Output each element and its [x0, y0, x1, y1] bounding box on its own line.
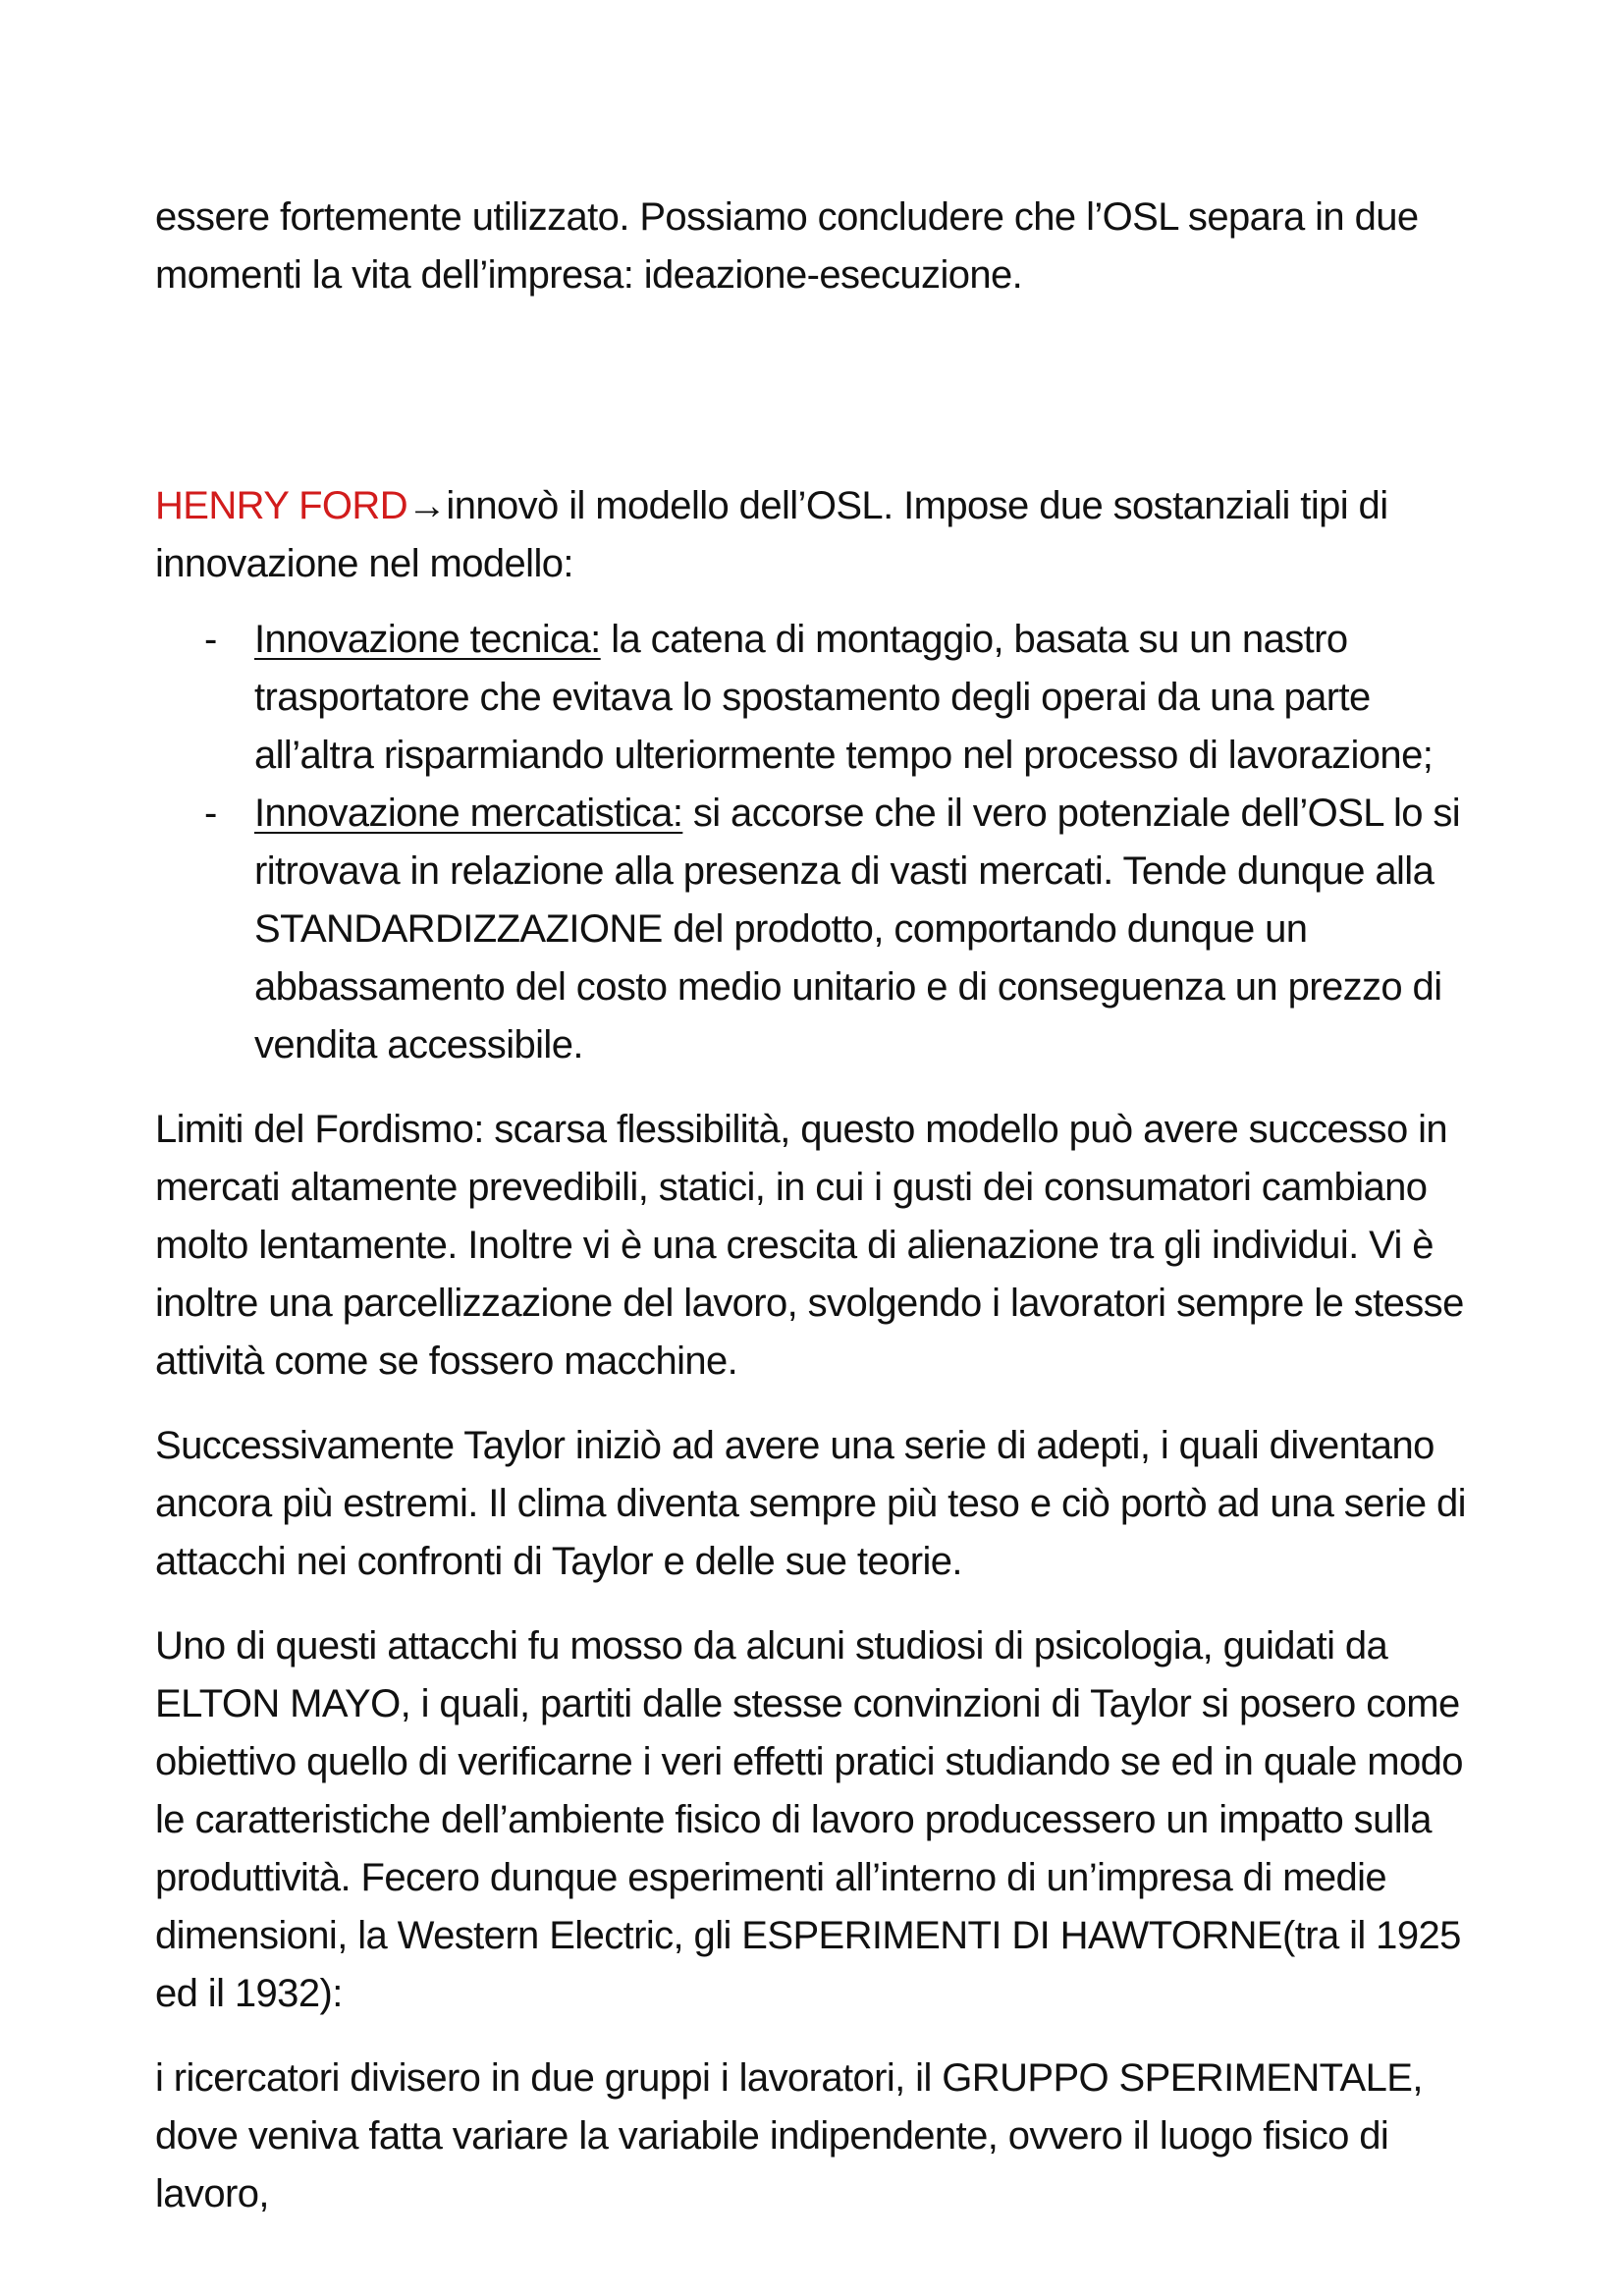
innovazione-mercatistica-label: Innovazione mercatistica:: [254, 792, 683, 835]
paragraph-limiti-fordismo: Limiti del Fordismo: scarsa flessibilità, questo modello può avere successo in mercati altamente prevedibili, statici, in cui i gusti dei consumatori cambiano molto lentamente. Inoltre vi è una crescita di alienazione tra gli individui. Vi è inoltre una parcellizzazione del lavoro, svolgendo i lavoratori sempre le stesse attività come se fossero macchine.: [155, 1108, 1464, 1383]
paragraph-taylor-adepti: Successivamente Taylor iniziò ad avere una serie di adepti, i quali diventano ancora più estremi. Il clima diventa sempre più teso e ciò portò ad una serie di attacchi nei confronti di Taylor e delle sue teorie.: [155, 1424, 1466, 1583]
innovazione-tecnica-text: la catena di montaggio, basata su un nastro trasportatore che evitava lo spostamento degli operai da una parte all’altra risparmiando ulteriormente tempo nel processo di lavorazione;: [254, 618, 1434, 777]
paragraph-ricercatori: i ricercatori divisero in due gruppi i lavoratori, il GRUPPO SPERIMENTALE, dove veniva fatta variare la variabile indipendente, ovvero il luogo fisico di lavoro,: [155, 2056, 1423, 2215]
henry-ford-name: HENRY FORD: [155, 484, 408, 527]
page-content: [155, 189, 1481, 2223]
list-item-innovazione-mercatistica: [155, 785, 1481, 1074]
bullet-dash: -: [204, 792, 217, 835]
arrow-right-icon: →: [407, 484, 447, 527]
innovazione-mercatistica-text: si accorse che il vero potenziale dell’OSL lo si ritrovava in relazione alla presenza di vasti mercati. Tende dunque alla STANDARDIZZAZIONE del prodotto, comportando dunque un abbassamento del costo medio unitario e di conseguenza un prezzo di vendita accessibile.: [254, 792, 1461, 1066]
paragraph-henry-ford: [155, 477, 1481, 593]
list-item-innovazione-tecnica: [155, 611, 1481, 785]
innovation-list: [155, 611, 1481, 1074]
bullet-dash: -: [204, 618, 217, 661]
paragraph-intro: essere fortemente utilizzato. Possiamo concludere che l’OSL separa in due momenti la vita dell’impresa: ideazione-esecuzione.: [155, 195, 1419, 297]
paragraph-elton-mayo: Uno di questi attacchi fu mosso da alcuni studiosi di psicologia, guidati da ELTON MAYO, i quali, partiti dalle stesse convinzioni di Taylor si posero come obiettivo quello di verificarne i veri effetti pratici studiando se ed in quale modo le caratteristiche dell’ambiente fisico di lavoro producessero un impatto sulla produttività. Fecero dunque esperimenti all’interno di un’impresa di medie dimensioni, la Western Electric, gli ESPERIMENTI DI HAWTORNE(tra il 1925 ed il 1932):: [155, 1624, 1463, 2015]
henry-ford-text: innovò il modello dell’OSL. Impose due sostanziali tipi di innovazione nel modello:: [155, 484, 1388, 585]
innovazione-tecnica-label: Innovazione tecnica:: [254, 618, 601, 661]
